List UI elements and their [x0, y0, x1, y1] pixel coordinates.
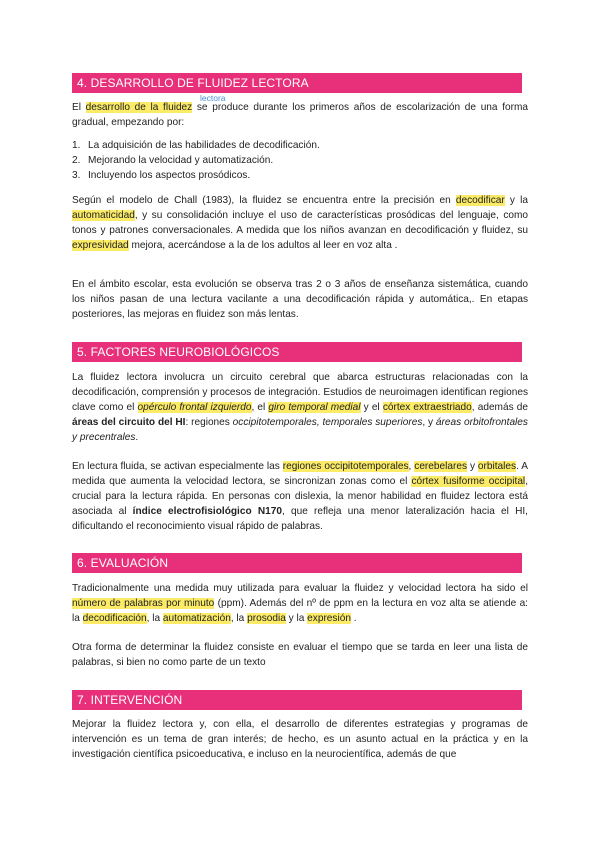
section-header-6: 6. EVALUACIÓN: [72, 553, 522, 573]
s4-paragraph-3: En el ámbito escolar, esta evolución se observa tras 2 o 3 años de enseñanza sistemática, cuando los niños pasan de una lectura vacilante a una decodificación rápida y automática,. En etapas posteriores, las mejoras en fluidez son más lentas.: [72, 279, 528, 321]
list-item: 3. Incluyendo los aspectos prosódicos.: [72, 170, 251, 182]
s5-paragraph-2: En lectura fluida, se activan especialmente las regiones occipitotemporales, cerebelares y orbitales. A medida que aumenta la velocidad lectora, se sincronizan zonas como el córtex fusiforme occipital, crucial para la lectura rápida. En personas con dislexia, la menor habilidad en fluidez lectora está asociada al índice electrofisiológico N170, que refleja una menor lateralización hacia el HI, dificultando el reconocimiento visual rápido de palabras.: [72, 461, 528, 533]
margin-annotation: lectora: [200, 93, 226, 103]
s6-paragraph-1: Tradicionalmente una medida muy utilizada para evaluar la fluidez y velocidad lectora ha sido el número de palabras por minuto (ppm). Además del nº de ppm en la lectura en voz alta se atiende a: la decodificación, la automatización, la prosodia y la expresión .: [72, 583, 528, 625]
s6-paragraph-2: Otra forma de determinar la fluidez consiste en evaluar el tiempo que se tarda en leer una lista de palabras, si bien no como parte de un texto: [72, 642, 528, 669]
section-header-7: 7. INTERVENCIÓN: [72, 690, 522, 710]
s4-paragraph-2: Según el modelo de Chall (1983), la fluidez se encuentra entre la precisión en decodificar y la automaticidad, y su consolidación incluye el uso de características prosódicas del lenguaje, como tonos y patrones conversacionales. A medida que los niños avanzan en decodificación y fluidez, su expresividad mejora, acercándose a la de los adultos al leer en voz alta .: [72, 195, 528, 252]
s7-paragraph-1: Mejorar la fluidez lectora y, con ella, el desarrollo de diferentes estrategias y programas de intervención es un tema de gran interés; de hecho, es un asunto actual en la práctica y en la investigación científica psicoeducativa, e incluso en la neurocientífica, además de que: [72, 719, 528, 761]
section-header-5: 5. FACTORES NEUROBIOLÓGICOS: [72, 342, 522, 362]
list-item: 2. Mejorando la velocidad y automatización.: [72, 155, 274, 167]
s4-paragraph-1: El desarrollo de la fluidez se produce durante los primeros años de escolarización de una forma gradual, empezando por:: [72, 102, 528, 129]
s4-list: [72, 138, 528, 183]
section-header-4: 4. DESARROLLO DE FLUIDEZ LECTORA: [72, 73, 522, 93]
s5-paragraph-1: La fluidez lectora involucra un circuito cerebral que abarca estructuras relacionadas con la decodificación, comprensión y procesos de integración. Estudios de neuroimagen identifican regiones clave como el opérculo frontal izquierdo, el giro temporal medial y el córtex extraestriado, además de áreas del circuito del HI: regiones occipitotemporales, temporales superiores, y áreas orbitofrontales y precentrales.: [72, 372, 528, 444]
list-item: 1. La adquisición de las habilidades de decodificación.: [72, 140, 320, 151]
